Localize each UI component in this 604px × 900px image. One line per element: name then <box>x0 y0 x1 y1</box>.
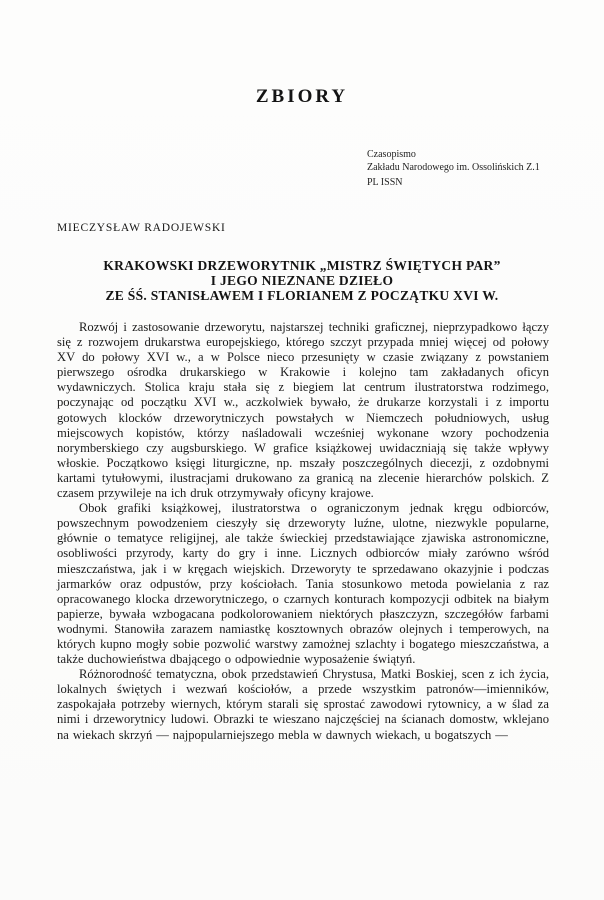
body-paragraph-1: Rozwój i zastosowanie drzeworytu, najstarszej techniki graficznej, nieprzypadkowo łączy się z rozwojem drukarstwa europejskiego, którego szczyt przypada mniej więcej od połowy XV do połowy XVI w., a w Polsce nieco przesunięty w czasie związany z powstaniem pierwszego ośrodka drukarskiego w Krakowie i kolejno tam zakładanych oficyn wydawniczych. Stolica kraju stała się z biegiem lat centrum ilustratorstwa rodzimego, poczynając od początku XVI w., aczkolwiek bywało, że drukarze korzystali i z importu gotowych klocków drzeworytniczych powstałych w Niemczech południowych, usług miejscowych kopistów, którzy naśladowali wcześniej wykonane wzory pochodzenia norymberskiego czy augsburskiego. W grafice książkowej uwidaczniają się także wpływy włoskie. Początkowo księgi liturgiczne, np. mszały poszczególnych diecezji, z ozdobnymi kartami tytułowymi, ilustracjami drukowano za granicą na zlecenie hierarchów polskich. Z czasem przywileje na ich druk otrzymywały oficyny krajowe. <box>57 320 549 501</box>
section-header: ZBIORY <box>255 86 349 107</box>
imprint-publisher: Zakładu Narodowego im. Ossolińskich Z.1 <box>367 161 540 173</box>
article-title-line-3: ZE ŚŚ. STANISŁAWEM I FLORIANEM Z POCZĄTKU XVI W. <box>105 288 499 303</box>
body-paragraph-2: Obok grafiki książkowej, ilustratorstwa o ograniczonym jednak kręgu odbiorców, powszechnym powodzeniem cieszyły się drzeworyty luźne, ulotne, niezwykle popularne, głównie o tematyce religijnej, ale także świeckiej przedstawiające zjawiska astronomiczne, osobliwości przyrody, karty do gry i inne. Licznych odbiorców miały zarówno wśród mieszczaństwa, jak i w kręgach wiejskich. Drzeworyty te sprzedawano okazyjnie i podczas jarmarków oraz odpustów, przy kościołach. Tania stosunkowo metoda powielania z raz opracowanego klocka drzeworytniczego, o czarnych konturach kompozycji odbitek na białym papierze, bywała wzbogacana podkolorowaniem niektórych płaszczyzn, szczegółów farbami wodnymi. Stanowiła zarazem namiastkę kosztownych obrazów olejnych i temperowych, na których kupno mogły sobie pozwolić warstwy zamożnej szlachty i bogatego mieszczaństwa, a także duchowieństwa dbającego o odpowiednie wyposażenie świątyń. <box>57 501 549 667</box>
body-paragraph-3: Różnorodność tematyczna, obok przedstawień Chrystusa, Matki Boskiej, scen z ich życia, lokalnych świętych i wezwań kościołów, a przede wszystkim patronów—imienników, zaspokajała potrzeby wiernych, którym starali się sprostać zawodowi rytownicy, a w ślad za nimi i drzeworytnicy ludowi. Obrazki te wieszano najczęściej na ścianach domostw, wklejano na wiekach skrzyń — najpopularniejszego mebla w dawnych wiekach, u bogatszych — <box>57 667 549 742</box>
article-title <box>40 258 564 303</box>
imprint-issn: PL ISSN <box>367 177 403 188</box>
article-body <box>57 320 549 743</box>
imprint-journal-name: Czasopismo <box>367 149 416 160</box>
article-title-line-1: KRAKOWSKI DRZEWORYTNIK „MISTRZ ŚWIĘTYCH PAR” <box>103 258 501 273</box>
journal-imprint <box>367 149 540 190</box>
article-title-line-2: I JEGO NIEZNANE DZIEŁO <box>210 273 394 288</box>
article-author: MIECZYSŁAW RADOJEWSKI <box>57 222 226 234</box>
